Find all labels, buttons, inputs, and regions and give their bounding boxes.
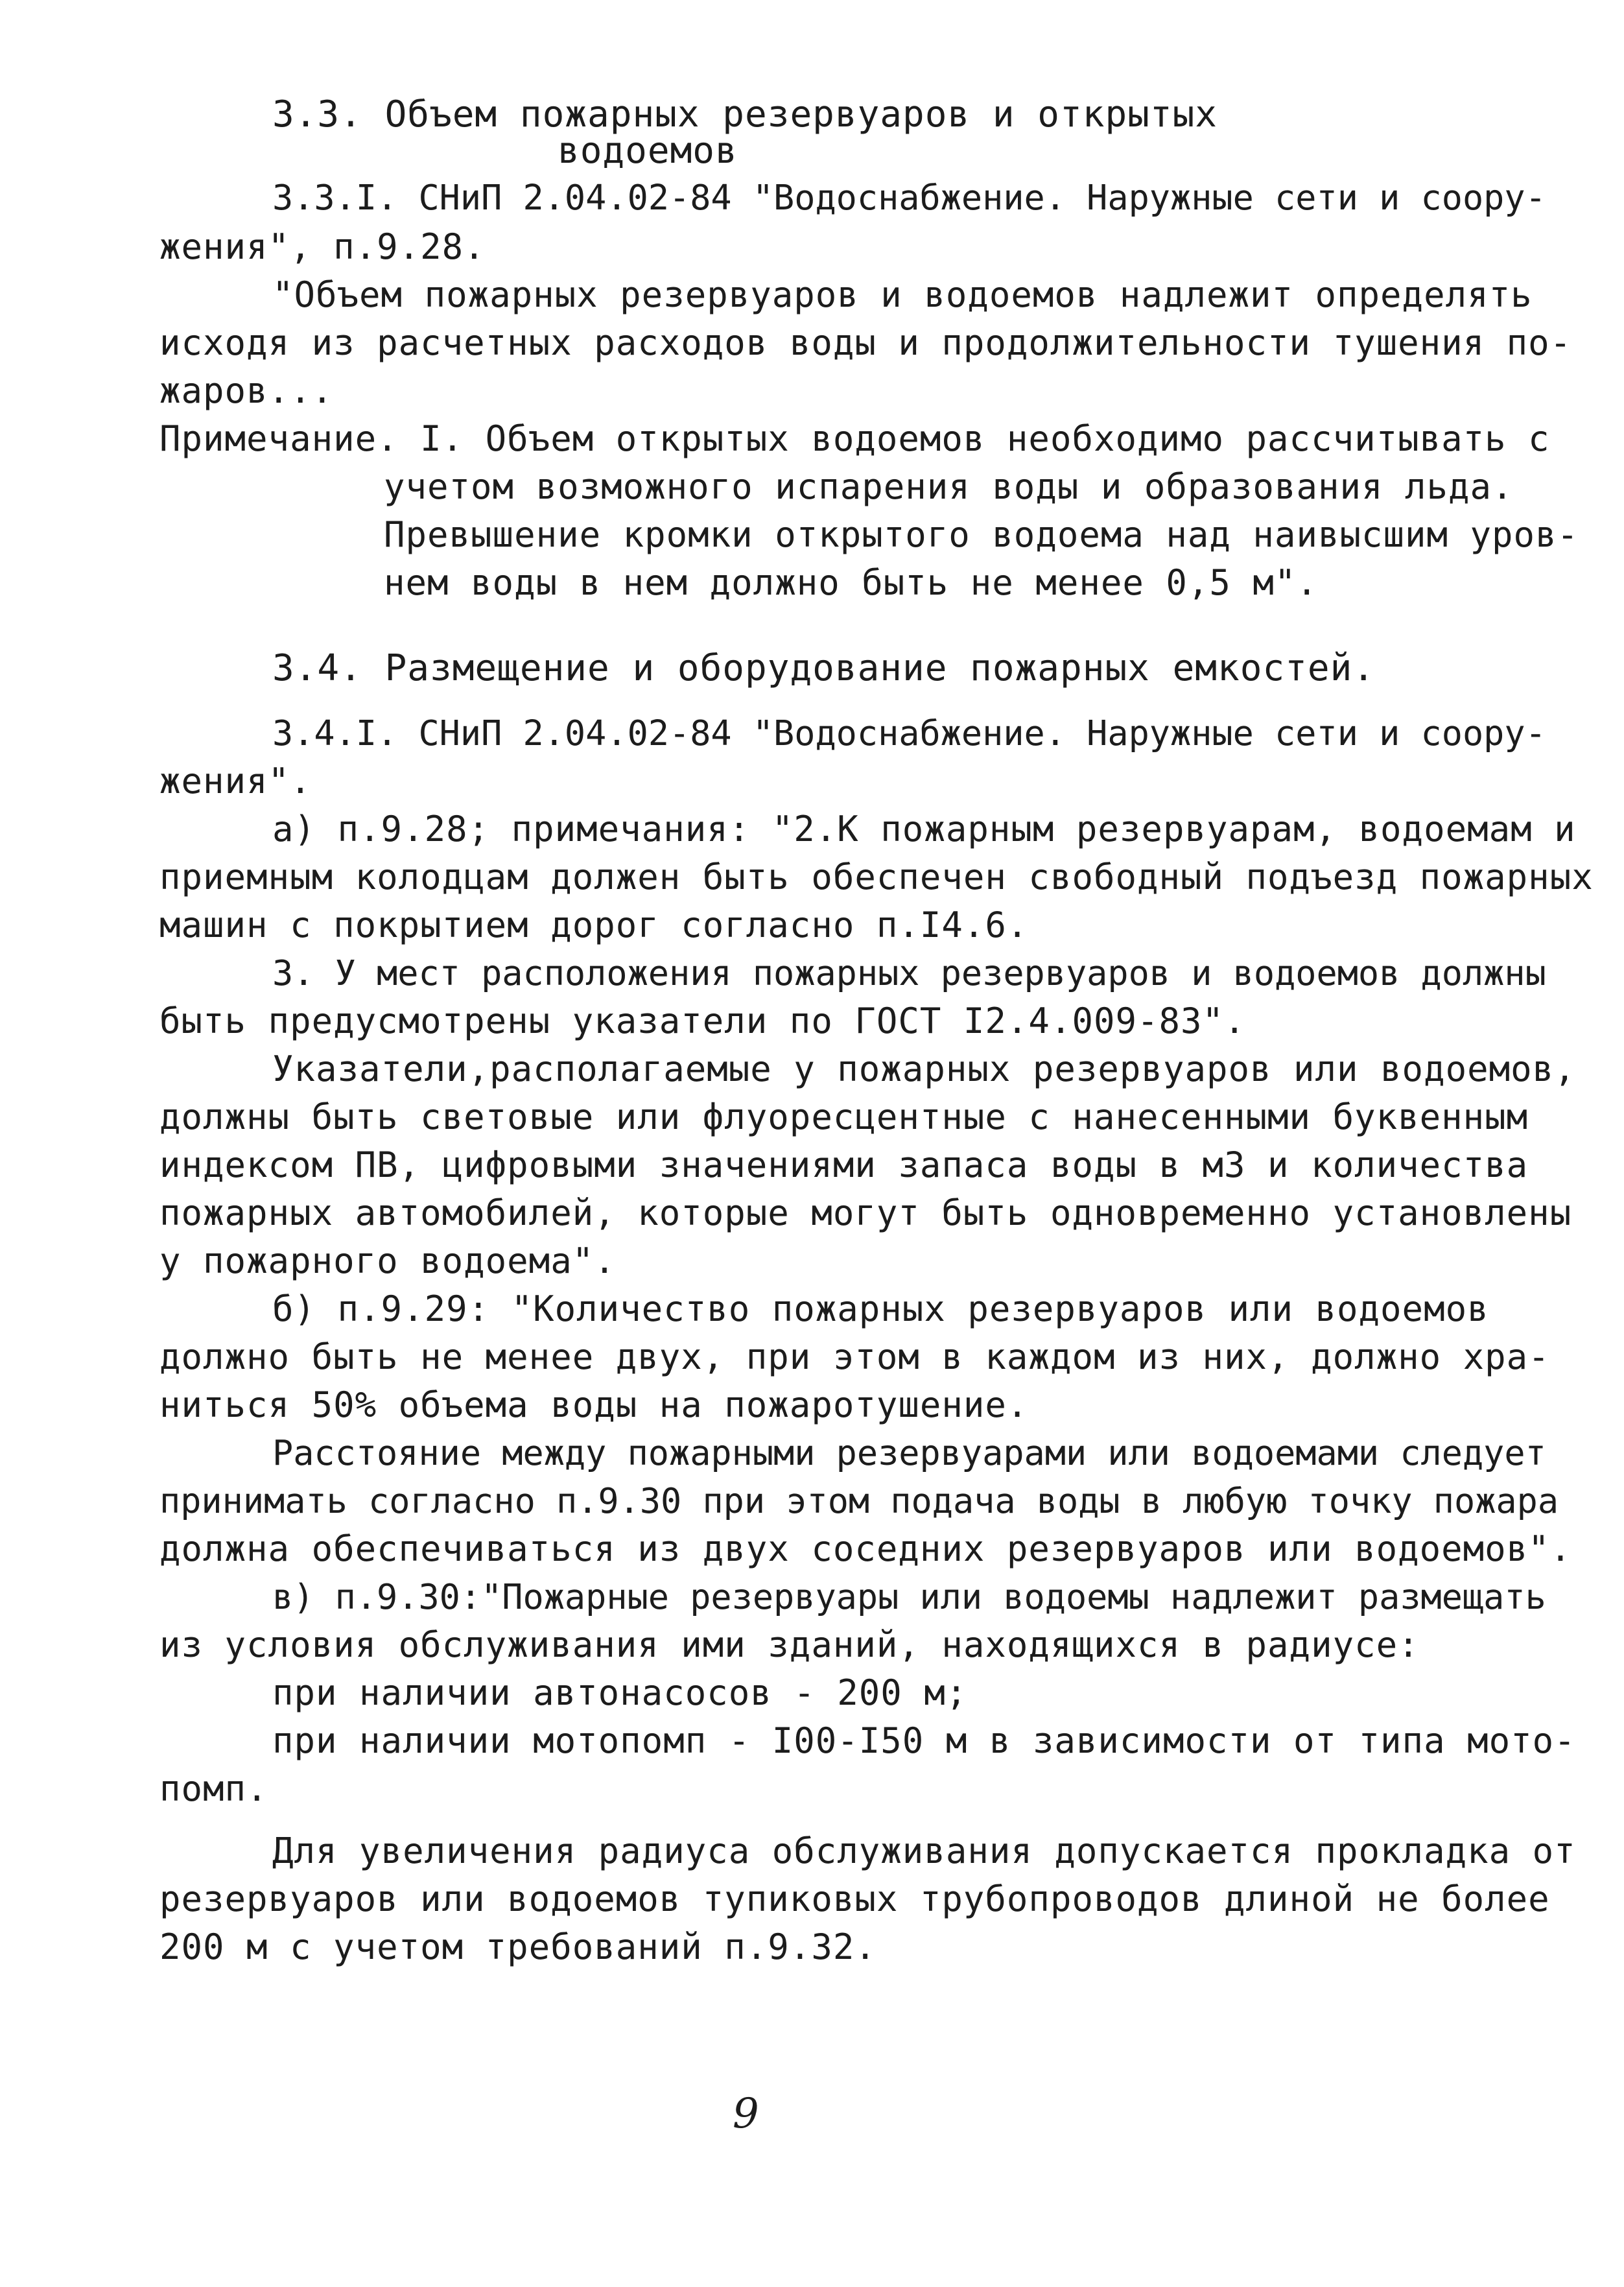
para-radius-line: Для увеличения радиуса обслуживания допускается прокладка от <box>272 1831 1576 1871</box>
para-v-line: в) п.9.30:"Пожарные резервуары или водоемы надлежит размещать <box>272 1576 1546 1617</box>
para-a-line: приемным колодцам должен быть обеспечен свободный подъезд пожарных <box>159 857 1594 897</box>
para-pointers-line: индексом ПВ, цифровыми значениями запаса воды в м3 и количества <box>159 1144 1529 1185</box>
note-line: Превышение кромки открытого водоема над наивысшим уров- <box>384 514 1579 555</box>
para-b-line: б) п.9.29: "Количество пожарных резервуаров или водоемов <box>272 1288 1489 1329</box>
note-line: Примечание. I. Объем открытых водоемов необходимо рассчитывать с <box>159 418 1550 459</box>
para-distance-line: должна обеспечиваться из двух соседних резервуаров или водоемов". <box>159 1528 1572 1569</box>
para-3-line: 3. У мест расположения пожарных резервуаров и водоемов должны <box>272 953 1546 993</box>
para-pointers-line: у пожарного водоема". <box>159 1240 616 1281</box>
note-line: учетом возможного испарения воды и образования льда. <box>384 466 1514 507</box>
item-3-3-1-line: 3.3.I. СНиП 2.04.02-84 "Водоснабжение. Наружные сети и соору- <box>272 177 1546 218</box>
para-b-line: ниться 50% объема воды на пожаротушение. <box>159 1384 1029 1425</box>
para-pointers-line: Указатели,располагаемые у пожарных резервуаров или водоемов, <box>272 1049 1576 1089</box>
section-3-4-heading: 3.4. Размещение и оборудование пожарных емкостей. <box>272 647 1376 689</box>
para-radius-line: резервуаров или водоемов тупиковых трубопроводов длиной не более <box>159 1878 1550 1919</box>
para-pointers-line: пожарных автомобилей, которые могут быть одновременно установлены <box>159 1192 1572 1233</box>
quote-line: исходя из расчетных расходов воды и продолжительности тушения по- <box>159 322 1572 363</box>
para-distance-line: Расстояние между пожарными резервуарами или водоемами следует <box>272 1432 1546 1473</box>
page-number: 9 <box>733 2090 759 2138</box>
para-v-line: при наличии мотопомп - I00-I50 м в зависимости от типа мото- <box>272 1720 1576 1761</box>
para-distance-line: принимать согласно п.9.30 при этом подача воды в любую точку пожара <box>159 1480 1559 1521</box>
para-a-line: а) п.9.28; примечания: "2.К пожарным резервуарам, водоемам и <box>272 809 1576 849</box>
para-radius-line: 200 м с учетом требований п.9.32. <box>159 1926 877 1967</box>
note-line: нем воды в нем должно быть не менее 0,5 м". <box>384 562 1318 603</box>
para-3-line: быть предусмотрены указатели по ГОСТ I2.4.009-83". <box>159 1001 1246 1041</box>
para-v-line: помп. <box>159 1768 268 1809</box>
item-3-4-1-line: 3.4.I. СНиП 2.04.02-84 "Водоснабжение. Наружные сети и соору- <box>272 713 1546 753</box>
para-pointers-line: должны быть световые или флуоресцентные с нанесенными буквенным <box>159 1096 1529 1137</box>
item-3-3-1-line: жения", п.9.28. <box>159 226 486 267</box>
section-3-3-heading: 3.3. Объем пожарных резервуаров и открытых <box>272 93 1218 136</box>
para-v-line: при наличии автонасосов - 200 м; <box>272 1672 968 1713</box>
quote-line: жаров... <box>159 370 334 411</box>
para-a-line: машин с покрытием дорог согласно п.I4.6. <box>159 905 1029 945</box>
item-3-4-1-line: жения". <box>159 761 312 801</box>
quote-line: "Объем пожарных резервуаров и водоемов надлежит определять <box>272 274 1533 315</box>
para-b-line: должно быть не менее двух, при этом в каждом из них, должно хра- <box>159 1336 1550 1377</box>
para-v-line: из условия обслуживания ими зданий, находящихся в радиусе: <box>159 1624 1420 1665</box>
section-3-3-heading-continued: водоемов <box>558 130 738 172</box>
